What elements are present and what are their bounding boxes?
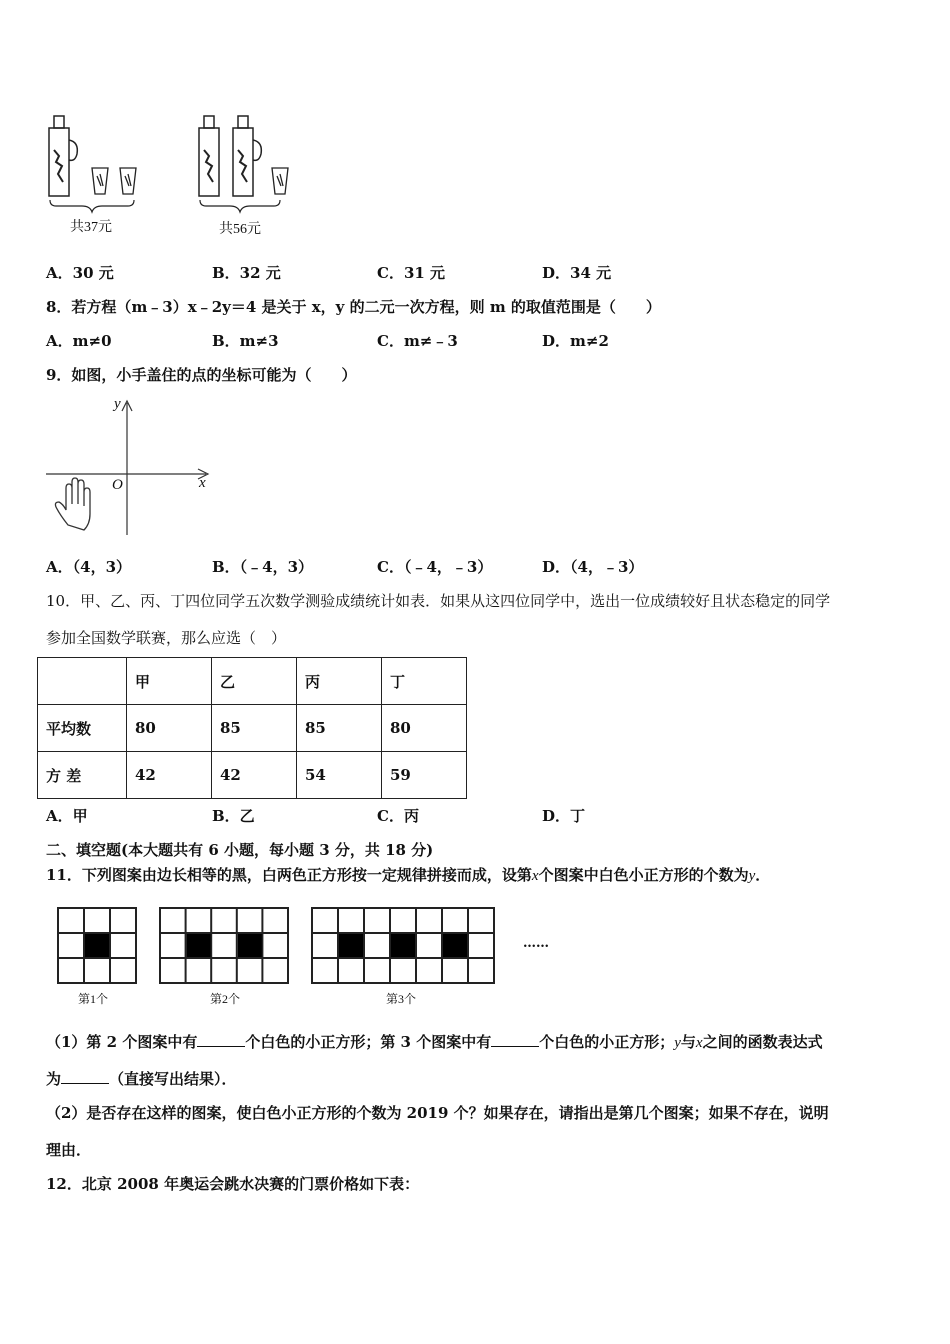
table-cell: 80 (127, 705, 212, 752)
q10-option-c[interactable]: C．丙 (377, 807, 419, 825)
var-x: x (695, 1035, 703, 1051)
q10-option-d[interactable]: D．丁 (542, 807, 586, 825)
var-x: x (531, 868, 539, 884)
table-cell: 方 差 (38, 752, 127, 799)
q7-caption-right: 共56元 (219, 222, 261, 237)
cup-icon (92, 168, 136, 194)
fig-label-2: 第2个 (210, 992, 241, 1006)
q7-caption-left: 共37元 (70, 220, 112, 235)
q11-part1-c: 个白色的小正方形； (539, 1033, 675, 1051)
table-cell: 丁 (382, 658, 467, 705)
brace-left (50, 200, 134, 212)
q8-option-d[interactable]: D．m≠2 (542, 332, 609, 350)
table-cell: 平均数 (38, 705, 127, 752)
q11-text-b: 个图案中白色小正方形的个数为 (538, 866, 749, 884)
q10-question-line2: 参加全国数学联赛，那么应选（ ） (46, 629, 287, 647)
q8-option-b[interactable]: B．m≠3 (212, 332, 279, 350)
q10-option-a[interactable]: A．甲 (46, 807, 88, 825)
answer-blank[interactable] (61, 1069, 109, 1084)
q11-part1-d: 与 (680, 1033, 696, 1051)
axis-x-label: x (199, 475, 206, 491)
table-cell: 80 (382, 705, 467, 752)
axis-y-label: y (114, 396, 121, 412)
var-y: y (674, 1035, 681, 1051)
q11-part1-b: 个白色的小正方形；第 3 个图案中有 (245, 1033, 492, 1051)
table-cell: 乙 (212, 658, 297, 705)
table-cell: 42 (127, 752, 212, 799)
q8-option-c[interactable]: C．m≠﹣3 (377, 332, 458, 350)
cup-icon (272, 168, 288, 194)
table-cell: 甲 (127, 658, 212, 705)
coordinate-plane (40, 395, 220, 540)
q9-option-a[interactable]: A．（4，3） (46, 558, 132, 576)
fig-label-1: 第1个 (78, 992, 109, 1006)
thermos-icon (49, 116, 77, 196)
q11-part1-g: （直接写出结果）． (109, 1070, 237, 1088)
q7-option-a[interactable]: A．30 元 (46, 264, 114, 282)
var-y: y (748, 868, 756, 884)
q10-option-b[interactable]: B．乙 (212, 807, 255, 825)
thermos-icon (199, 116, 261, 196)
table-cell: 54 (297, 752, 382, 799)
q9-question: 9．如图，小手盖住的点的坐标可能为（ ） (46, 366, 357, 384)
q11-part1-line1 (46, 1031, 823, 1052)
q11-question (46, 864, 770, 885)
q9-option-c[interactable]: C．（﹣4，﹣3） (377, 558, 493, 576)
table-cell: 42 (212, 752, 297, 799)
q11-text-a: 11．下列图案由边长相等的黑，白两色正方形按一定规律拼接而成，设第 (46, 866, 532, 884)
q11-part1-line2 (46, 1068, 237, 1089)
table-cell: 85 (297, 705, 382, 752)
origin-label: O (112, 477, 123, 493)
q9-option-b[interactable]: B．（﹣4，3） (212, 558, 314, 576)
q11-part1-e: 之间的函数表达式 (702, 1033, 823, 1051)
q8-question: 8．若方程（m﹣3）x﹣2y＝4 是关于 x，y 的二元一次方程，则 m 的取值范围是（ ） (46, 298, 661, 316)
q8-option-a[interactable]: A．m≠0 (46, 332, 112, 350)
q11-part2-line1: （2）是否存在这样的图案，使白色小正方形的个数为 2019 个？如果存在，请指出是第几个图案；如果不存在，说明 (46, 1104, 829, 1122)
ellipsis: …… (523, 936, 549, 951)
q7-option-c[interactable]: C．31 元 (377, 264, 446, 282)
q11-text-c: ． (755, 866, 771, 884)
score-table (37, 657, 467, 799)
section-heading: 二、填空题(本大题共有 6 小题，每小题 3 分，共 18 分) (46, 841, 434, 859)
q7-option-b[interactable]: B．32 元 (212, 264, 281, 282)
answer-blank[interactable] (491, 1032, 539, 1047)
table-cell: 59 (382, 752, 467, 799)
q7-option-d[interactable]: D．34 元 (542, 264, 612, 282)
q10-question-line1: 10．甲、乙、丙、丁四位同学五次数学测验成绩统计如表．如果从这四位同学中，选出一位成绩较好且状态稳定的同学 (46, 592, 831, 610)
table-cell (38, 658, 127, 705)
brace-right (200, 200, 280, 212)
square-patterns-figure (50, 900, 570, 1012)
table-cell: 丙 (297, 658, 382, 705)
q9-option-d[interactable]: D．（4，﹣3） (542, 558, 644, 576)
hand-icon (55, 478, 90, 530)
q11-part1-a: （1）第 2 个图案中有 (46, 1033, 198, 1051)
table-header-row (38, 658, 467, 705)
answer-blank[interactable] (197, 1032, 245, 1047)
fig-label-3: 第3个 (386, 992, 417, 1006)
table-cell: 85 (212, 705, 297, 752)
table-row (38, 705, 467, 752)
table-row (38, 752, 467, 799)
q12-question: 12．北京 2008 年奥运会跳水决赛的门票价格如下表： (46, 1175, 420, 1193)
q11-part2-line2: 理由． (46, 1141, 92, 1159)
q11-part1-f: 为 (46, 1070, 62, 1088)
